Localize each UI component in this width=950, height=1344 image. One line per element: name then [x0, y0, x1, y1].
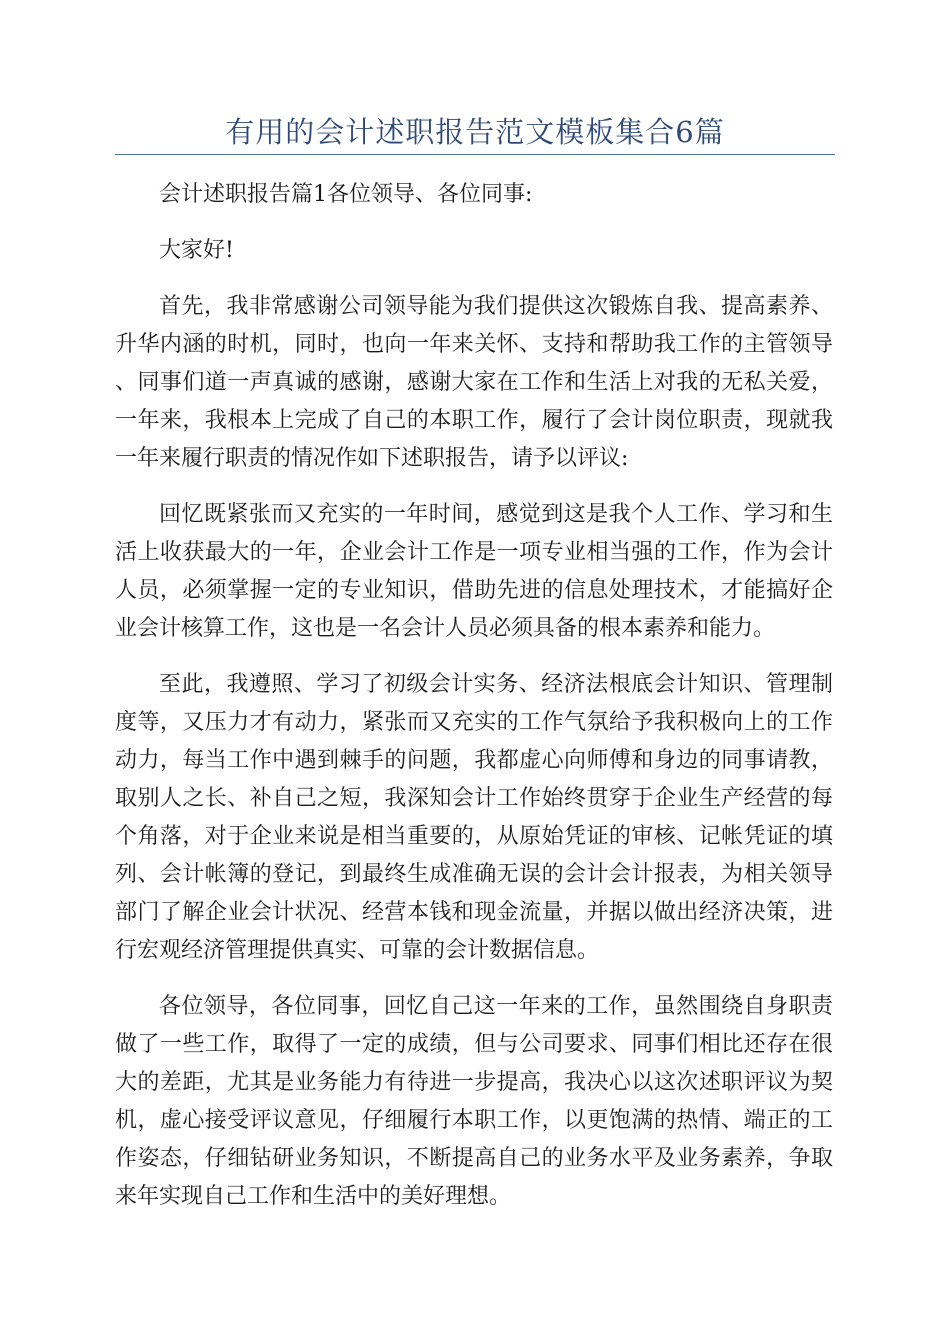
paragraph: 首先，我非常感谢公司领导能为我们提供这次锻炼自我、提高素养、升华内涵的时机，同时，也向一年来关怀、支持和帮助我工作的主管领导、同事们道一声真诚的感谢，感谢大家在工作和生活上对我的无私关爱，一年来，我根本上完成了自己的本职工作，履行了会计岗位职责，现就我一年来履行职责的情况作如下述职报告，请予以评议:: [115, 294, 833, 471]
paragraph-salutation: 会计述职报告篇1各位领导、各位同事:: [159, 182, 533, 207]
title-underline: [115, 154, 835, 155]
document-title: 有用的会计述职报告范文模板集合6篇: [225, 115, 725, 149]
paragraph: 各位领导，各位同事，回忆自己这一年来的工作，虽然围绕自身职责做了一些工作，取得了一定的成绩，但与公司要求、同事们相比还存在很大的差距，尤其是业务能力有待进一步提高，我决心以这次述职评议为契机，虚心接受评议意见，仔细履行本职工作，以更饱满的热情、端正的工作姿态，仔细钻研业务知识，不断提高自己的业务水平及业务素养，争取来年实现自己工作和生活中的美好理想。: [115, 994, 833, 1209]
document-body: [115, 176, 833, 1234]
paragraph: 回忆既紧张而又充实的一年时间，感觉到这是我个人工作、学习和生活上收获最大的一年，企业会计工作是一项专业相当强的工作，作为会计人员，必须掌握一定的专业知识，借助先进的信息处理技术，才能搞好企业会计核算工作，这也是一名会计人员必须具备的根本素养和能力。: [115, 502, 833, 641]
paragraph: 至此，我遵照、学习了初级会计实务、经济法根底会计知识、管理制度等，又压力才有动力，紧张而又充实的工作气氛给予我积极向上的工作动力，每当工作中遇到棘手的问题，我都虚心向师傅和身边的同事请教，取别人之长、补自己之短，我深知会计工作始终贯穿于企业生产经营的每个角落，对于企业来说是相当重要的，从原始凭证的审核、记帐凭证的填列、会计帐簿的登记，到最终生成准确无误的会计会计报表，为相关领导部门了解企业会计状况、经营本钱和现金流量，并据以做出经济决策，进行宏观经济管理提供真实、可靠的会计数据信息。: [115, 672, 833, 963]
paragraph-greeting: 大家好!: [159, 238, 234, 263]
